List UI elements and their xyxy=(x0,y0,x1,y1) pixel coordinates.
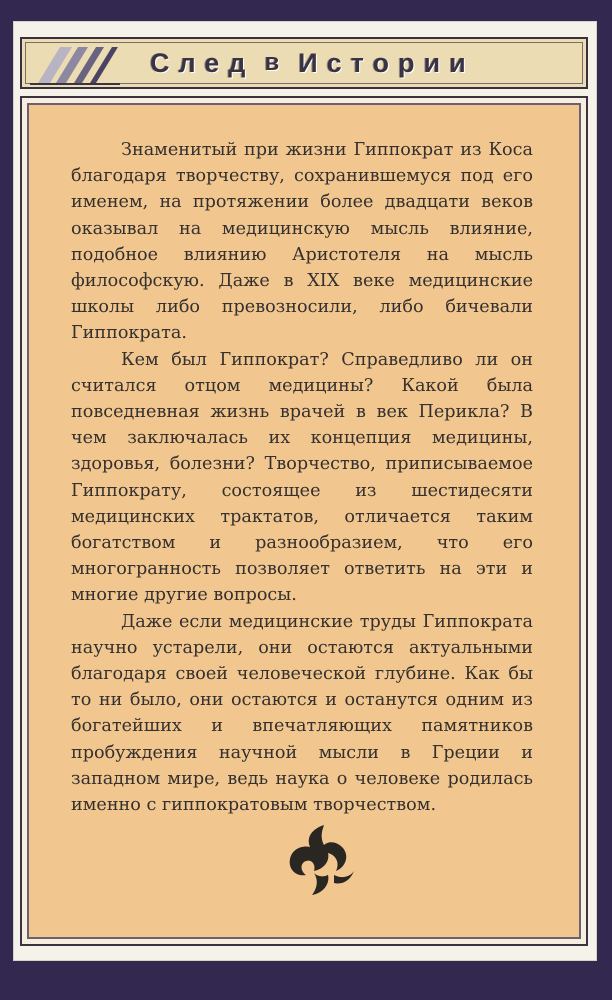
paragraph-2: Кем был Гиппократ? Справедливо ли он считался отцом медицины? Какой была повседневная жизнь врачей в век Перикла? В чем заключалась их концепция медицины, здоровья, болезни? Творчество, приписываемое Гиппократу, состоящее из шестидесяти медицинских трактатов, отличается таким богатством и разнообразием, что его многогранность позволяет ответить на эти и многие другие вопросы. xyxy=(71,349,533,606)
content-frame xyxy=(20,96,588,946)
series-title-word-1: След xyxy=(150,47,255,78)
phoenix-publisher-logo-icon xyxy=(284,823,356,899)
series-title-word-2: в xyxy=(264,49,289,76)
paragraph-3: Даже если медицинские труды Гиппократа научно устарели, они остаются актуальными благодаря своей человеческой глубине. Как бы то ни было, они остаются и останутся одним из богатейших и впечатляющих памятников пробуждения научной мысли в Греции и западном мире, ведь наука о человеке родилась именно с гиппократовым творчеством. xyxy=(71,611,533,816)
paragraph-1: Знаменитый при жизни Гиппократ из Коса благодаря творчеству, сохранившемуся под его именем, на протяжении более двадцати веков оказывал на медицинскую мысль влияние, подобное влиянию Аристотеля на мысль философскую. Даже в XIX веке медицинские школы либо превозносили, либо бичевали Гиппократа. xyxy=(71,140,533,344)
series-header xyxy=(20,37,588,89)
series-title-word-3: Истории xyxy=(298,47,475,78)
series-title xyxy=(150,46,580,80)
content-panel xyxy=(27,103,581,939)
annotation-text xyxy=(71,137,533,818)
series-logo-icon xyxy=(30,43,122,85)
